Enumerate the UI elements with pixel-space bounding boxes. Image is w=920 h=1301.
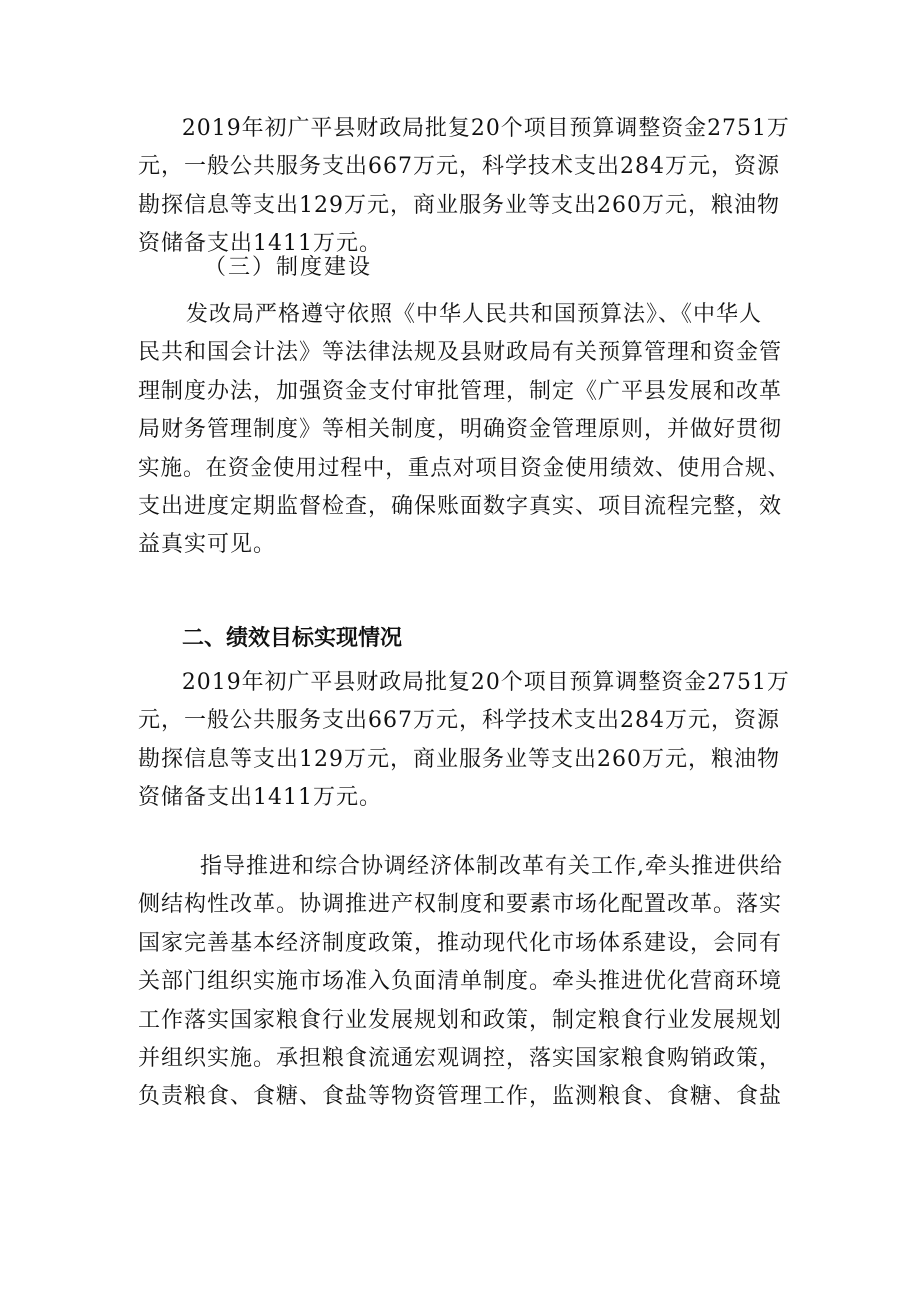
text-line: 2019年初广平县财政局批复20个项目预算调整资金2751万 bbox=[181, 670, 790, 695]
text-line: 元，一般公共服务支出667万元，科学技术支出284万元，资源 bbox=[138, 154, 780, 180]
text-line: 指导推进和综合协调经济体制改革有关工作,牵头推进供给 bbox=[200, 854, 783, 879]
text-line: 实施。在资金使用过程中，重点对项目资金使用绩效、使用合规、 bbox=[138, 455, 791, 481]
text-line: 国家完善基本经济制度政策，推动现代化市场体系建设，会同有 bbox=[138, 930, 783, 956]
text-line: 侧结构性改革。协调推进产权制度和要素市场化配置改革。落实 bbox=[138, 892, 783, 918]
text-line: 工作落实国家粮食行业发展规划和政策，制定粮食行业发展规划 bbox=[138, 1007, 783, 1033]
text-line: 关部门组织实施市场准入负面清单制度。牵头推进优化营商环境 bbox=[138, 969, 783, 995]
text-line: 勘探信息等支出129万元，商业服务业等支出260万元，粮油物 bbox=[138, 746, 780, 772]
paragraph-budget-summary bbox=[138, 110, 790, 264]
section-heading-performance: 二、绩效目标实现情况 bbox=[182, 626, 403, 651]
text-line: 民共和国会计法》等法律法规及县财政局有关预算管理和资金管 bbox=[138, 340, 783, 366]
text-line: 资储备支出1411万元。 bbox=[138, 785, 382, 811]
text-line: 益真实可见。 bbox=[138, 532, 277, 558]
text-line: 负责粮食、食糖、食盐等物资管理工作，监测粮食、食糖、食盐 bbox=[138, 1084, 783, 1110]
text-line: 勘探信息等支出129万元，商业服务业等支出260万元，粮油物 bbox=[138, 192, 780, 218]
text-line: 并组织实施。承担粮食流通宏观调控，落实国家粮食购销政策， bbox=[138, 1046, 783, 1072]
text-line: 资储备支出1411万元。 bbox=[138, 231, 382, 257]
paragraph-budget-summary-repeat bbox=[138, 664, 790, 818]
paragraph-system-construction bbox=[138, 296, 790, 565]
text-line: 2019年初广平县财政局批复20个项目预算调整资金2751万 bbox=[181, 116, 790, 141]
paragraph-responsibilities bbox=[138, 848, 790, 1117]
text-line: 元，一般公共服务支出667万元，科学技术支出284万元，资源 bbox=[138, 708, 780, 734]
subheading-system-construction: （三）制度建设 bbox=[204, 255, 373, 280]
text-line: 发改局严格遵守依照《中华人民共和国预算法》、《中华人 bbox=[186, 302, 763, 327]
text-line: 理制度办法，加强资金支付审批管理，制定《广平县发展和改革 bbox=[138, 378, 783, 404]
text-line: 局财务管理制度》等相关制度，明确资金管理原则，并做好贯彻 bbox=[138, 417, 783, 443]
text-line: 支出进度定期监督检查，确保账面数字真实、项目流程完整，效 bbox=[138, 494, 783, 520]
